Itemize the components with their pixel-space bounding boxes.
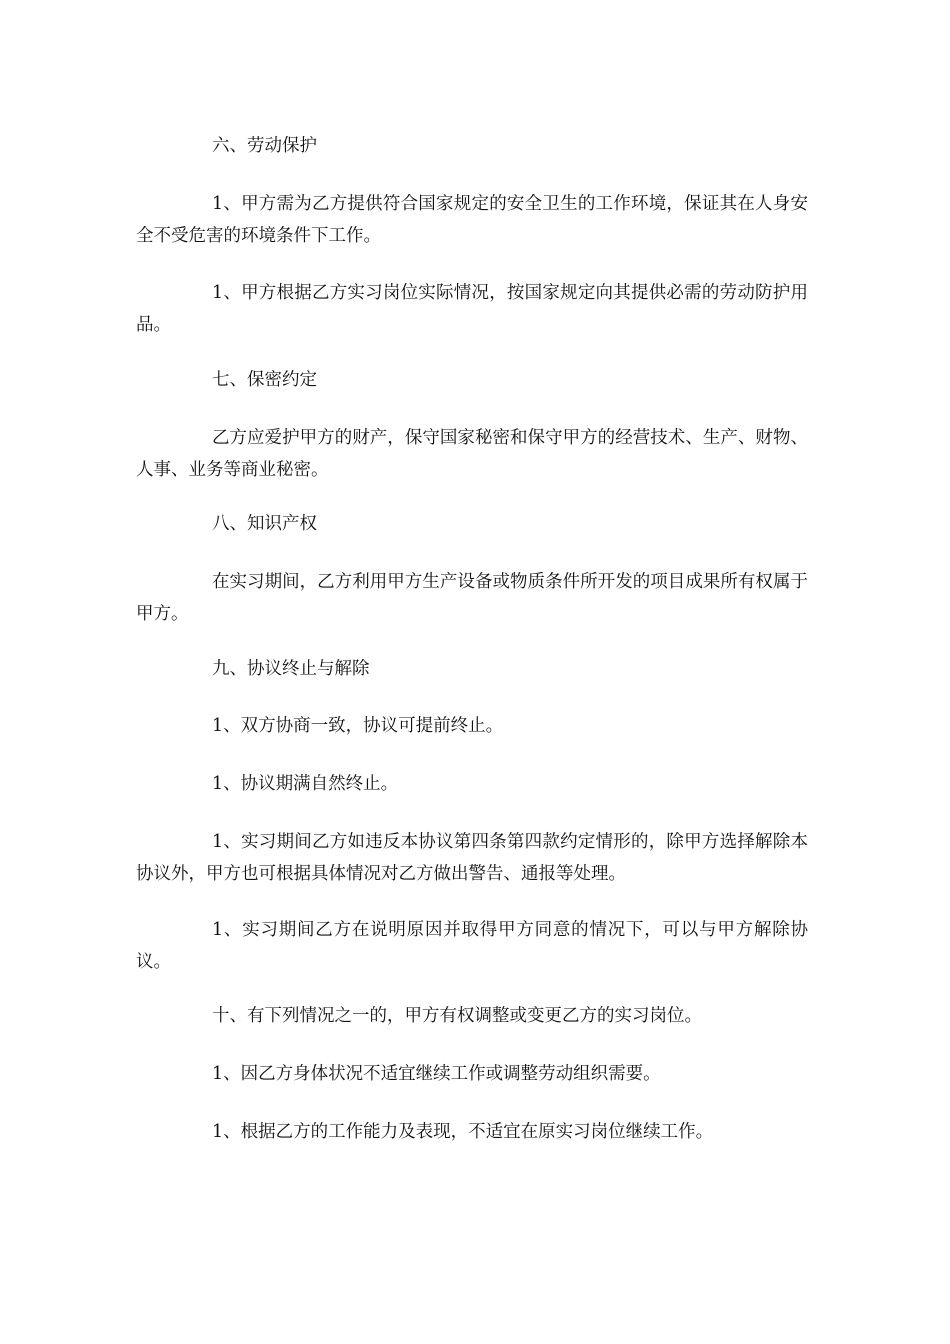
paragraph-protective-equipment: 1、甲方根据乙方实习岗位实际情况，按国家规定向其提供必需的劳动防护用品。 xyxy=(136,283,808,335)
section-heading-termination: 九、协议终止与解除 xyxy=(212,659,370,679)
paragraph-performance-adjustment: 1、根据乙方的工作能力及表现，不适宜在原实习岗位继续工作。 xyxy=(212,1122,714,1142)
paragraph-expiry-termination: 1、协议期满自然终止。 xyxy=(212,774,399,794)
section-heading-labor-protection: 六、劳动保护 xyxy=(212,136,317,156)
section-heading-intellectual-property: 八、知识产权 xyxy=(212,514,317,534)
paragraph-mutual-termination: 1、双方协商一致，协议可提前终止。 xyxy=(212,716,504,736)
paragraph-violation-handling: 1、实习期间乙方如违反本协议第四条第四款约定情形的，除甲方选择解除本协议外，甲方也可根据具体情况对乙方做出警告、通报等处理。 xyxy=(136,832,808,884)
section-heading-confidentiality: 七、保密约定 xyxy=(212,370,317,390)
paragraph-health-adjustment: 1、因乙方身体状况不适宜继续工作或调整劳动组织需要。 xyxy=(212,1064,661,1084)
section-heading-position-adjustment: 十、有下列情况之一的，甲方有权调整或变更乙方的实习岗位。 xyxy=(212,1006,702,1026)
paragraph-early-release: 1、实习期间乙方在说明原因并取得甲方同意的情况下，可以与甲方解除协议。 xyxy=(136,920,808,972)
paragraph-trade-secrets: 乙方应爱护甲方的财产，保守国家秘密和保守甲方的经营技术、生产、财物、人事、业务等商业秘密。 xyxy=(136,428,808,480)
paragraph-ip-ownership: 在实习期间，乙方利用甲方生产设备或物质条件所开发的项目成果所有权属于甲方。 xyxy=(136,572,808,624)
paragraph-work-environment: 1、甲方需为乙方提供符合国家规定的安全卫生的工作环境，保证其在人身安全不受危害的环境条件下工作。 xyxy=(136,194,808,246)
